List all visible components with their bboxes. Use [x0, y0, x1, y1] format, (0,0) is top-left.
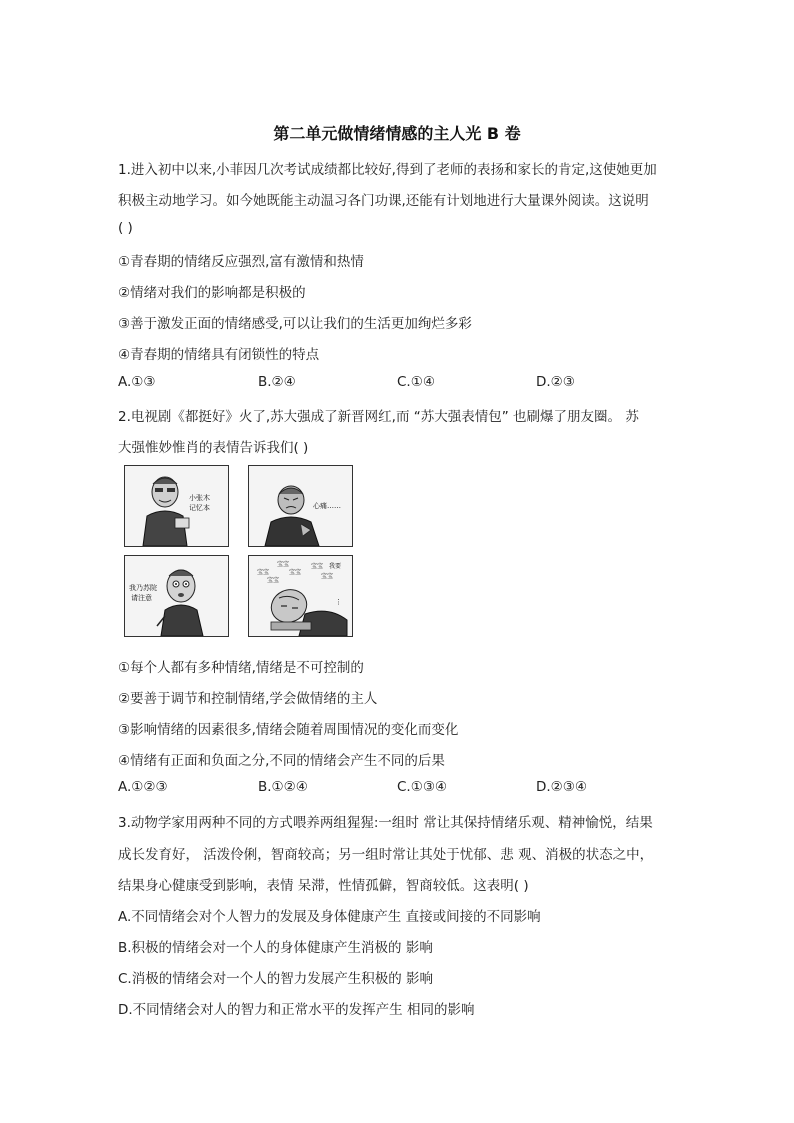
comic-panel-1 — [124, 465, 229, 547]
q1-item-2: ②情绪对我们的影响都是积极的 — [118, 285, 306, 301]
comic-panel-3 — [124, 555, 229, 637]
q2-item-2: ②要善于调节和控制情绪,学会做情绪的主人 — [118, 691, 378, 707]
comic-caption: 宝宝 — [277, 561, 290, 568]
comic-panel-2 — [248, 465, 353, 547]
q1-option-b[interactable]: B.②④ — [258, 374, 296, 390]
q3-stem-line-2: 成长发育好， 活泼伶俐，智商较高；另一组时常让其处于忧郁、悲 观、消极的状态之中， — [118, 847, 654, 863]
comic-caption: 我要 — [329, 563, 342, 570]
comic-caption: 宝宝 — [311, 563, 324, 570]
comic-caption: 宝宝 — [257, 569, 270, 576]
q2-option-c[interactable]: C.①③④ — [397, 779, 448, 795]
q2-item-3: ③影响情绪的因素很多,情绪会随着周围情况的变化而变化 — [118, 722, 459, 738]
q2-stem-line-1: 2.电视剧《都挺好》火了,苏大强成了新晋网红,而 “苏大强表情包” 也刷爆了朋友圈。 苏 — [118, 409, 639, 425]
q1-stem-line-1: 1.进入初中以来,小菲因几次考试成绩都比较好,得到了老师的表扬和家长的肯定,这使她更加 — [118, 162, 657, 178]
q3-option-d[interactable]: D.不同情绪会对人的智力和正常水平的发挥产生 相同的影响 — [118, 1002, 475, 1018]
comic-caption: 宝宝 — [321, 573, 334, 580]
q1-item-4: ④青春期的情绪具有闭锁性的特点 — [118, 347, 320, 363]
q1-option-d[interactable]: D.②③ — [536, 374, 575, 390]
q2-stem-line-2: 大强惟妙惟肖的表情告诉我们( ) — [118, 440, 309, 456]
q1-stem-line-2: 积极主动地学习。如今她既能主动温习各门功课,还能有计划地进行大量课外阅读。这说明 — [118, 193, 649, 209]
q3-option-b[interactable]: B.积极的情绪会对一个人的身体健康产生消极的 影响 — [118, 940, 433, 956]
q3-stem-line-3: 结果身心健康受到影响，表情 呆滞，性情孤僻，智商较低。这表明( ) — [118, 878, 529, 894]
page-title: 第二单元做情绪情感的主人光 B 卷 — [273, 124, 521, 143]
q1-stem-line-3: ( ) — [118, 220, 133, 236]
comic-caption: 宝宝 — [267, 577, 280, 584]
q2-item-1: ①每个人都有多种情绪,情绪是不可控制的 — [118, 660, 364, 676]
comic-panels-image — [124, 465, 364, 637]
q2-option-a[interactable]: A.①②③ — [118, 779, 168, 795]
q3-option-a[interactable]: A.不同情绪会对个人智力的发展及身体健康产生 直接或间接的不同影响 — [118, 909, 541, 925]
q1-item-3: ③善于激发正面的情绪感受,可以让我们的生活更加绚烂多彩 — [118, 316, 472, 332]
q3-option-c[interactable]: C.消极的情绪会对一个人的智力发展产生积极的 影响 — [118, 971, 434, 987]
comic-panel-4 — [248, 555, 353, 637]
q1-option-a[interactable]: A.①③ — [118, 374, 156, 390]
q1-item-1: ①青春期的情绪反应强烈,富有激情和热情 — [118, 254, 364, 270]
comic-caption: 我乃苏院 — [129, 584, 157, 592]
q3-stem-line-1: 3.动物学家用两种不同的方式喂养两组猩猩:一组时 常让其保持情绪乐观、精神愉悦，结果 — [118, 815, 653, 831]
q2-option-b[interactable]: B.①②④ — [258, 779, 308, 795]
comic-caption: 小张木 — [189, 494, 210, 502]
q2-option-d[interactable]: D.②③④ — [536, 779, 587, 795]
comic-caption: 请注意 — [131, 594, 152, 602]
q1-option-c[interactable]: C.①④ — [397, 374, 435, 390]
comic-caption: 记忆本 — [189, 504, 210, 512]
svg-text:⋮: ⋮ — [335, 598, 342, 606]
q2-item-4: ④情绪有正面和负面之分,不同的情绪会产生不同的后果 — [118, 753, 445, 769]
comic-caption: 心痛…… — [313, 502, 341, 510]
comic-caption: 宝宝 — [289, 569, 302, 576]
